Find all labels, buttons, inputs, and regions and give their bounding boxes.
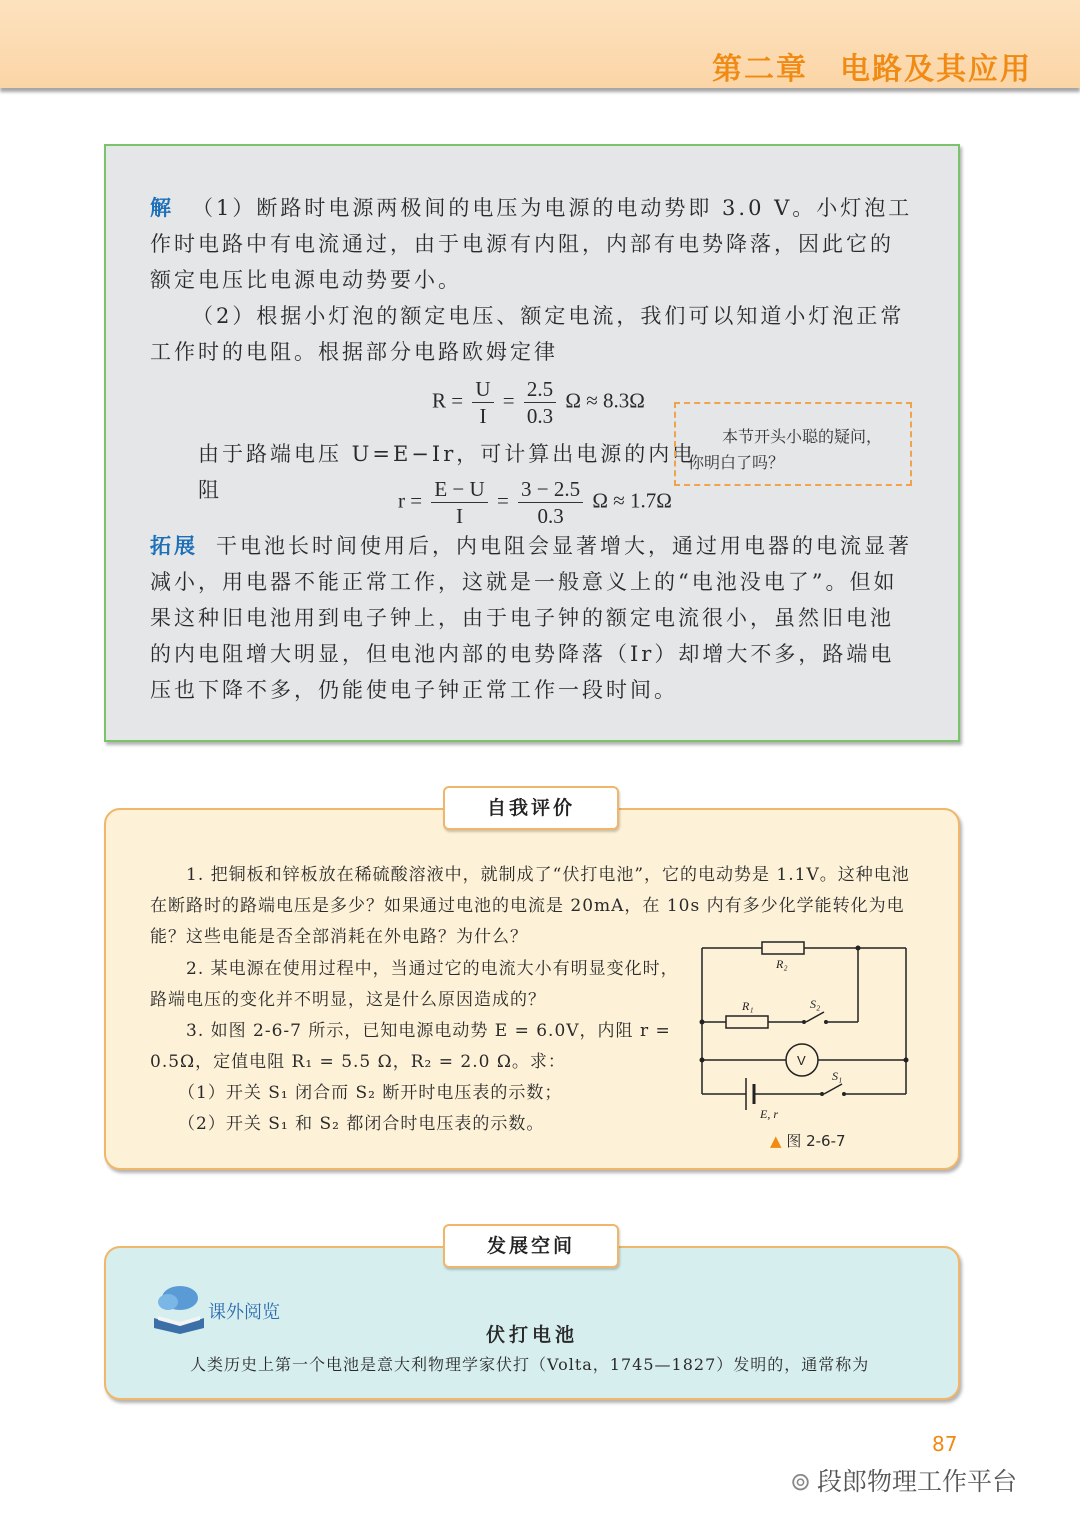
question-3b: （2）开关 S₁ 和 S₂ 都闭合时电压表的示数。 <box>178 1114 545 1134</box>
label-r1: R₁ <box>742 999 754 1013</box>
development-box <box>104 1246 960 1400</box>
switch-s1 <box>824 1084 842 1094</box>
formula-resistance: R = $\frac{U}{I}$ = $\frac{2.5}{0.3}$ Ω ≈ 8.3Ω <box>432 377 645 428</box>
question-1: 1. 把铜板和锌板放在稀硫酸溶液中，就制成了“伏打电池”，它的电动势是 1.1V。这种电池在断路时的路端电压是多少？如果通过电池的电流是 20mA，在 10s 内有多少化学能转化为电能？这些电能是否全部消耗在外电路？为什么？ <box>150 865 910 947</box>
watermark: ⊚ 段郎物理工作平台 <box>790 1467 1017 1496</box>
label-s2: S₂ <box>810 997 821 1011</box>
article-text: 人类历史上第一个电池是意大利物理学家伏打（Volta，1745—1827）发明的，通常称为 <box>190 1355 870 1374</box>
article-title: 伏打电池 <box>485 1324 578 1346</box>
page-number: 87 <box>932 1432 958 1456</box>
label-r2: R₂ <box>776 957 788 971</box>
question-3: 3. 如图 2-6-7 所示，已知电源电动势 E = 6.0V，内阻 r = 0.5Ω，定值电阻 R₁ = 5.5 Ω，R₂ = 2.0 Ω。求： <box>150 1021 671 1072</box>
wechat-icon: ⊚ <box>790 1467 811 1496</box>
chapter-title: 第二章 电路及其应用 <box>712 52 1032 87</box>
circuit-diagram <box>690 938 930 1122</box>
solution-part-2: （2）根据小灯泡的额定电压、额定电流，我们可以知道小灯泡正常工作时的电阻。根据部分电路欧姆定律 <box>150 304 905 364</box>
resistor-r2 <box>762 942 804 954</box>
extension-label: 拓展 <box>150 534 198 558</box>
formula-internal-resistance: r = $\frac{E - U}{I}$ = $\frac{3 - 2.5}{0.3}$ Ω ≈ 1.7Ω <box>398 477 672 528</box>
question-3a: （1）开关 S₁ 闭合而 S₂ 断开时电压表的示数； <box>178 1083 563 1103</box>
label-source: E, r <box>760 1107 778 1121</box>
solution-label: 解 <box>150 196 174 220</box>
solution-part-3: 由于路端电压 U=E−Ir，可计算出电源的内电阻 <box>198 442 697 502</box>
figure-caption: ▲ 图 2-6-7 <box>770 1132 846 1150</box>
extension-paragraph: 拓展 干电池长时间使用后，内电阻会显著增大，通过用电器的电流显著减小，用电器不能正常工作，这就是一般意义上的“电池没电了”。但如果这种旧电池用到电子钟上，由于电子钟的额定电流很小，虽然旧电池的内电阻增大明显，但电池内部的电势降落（Ir）却增大不多，路端电压也下降不多，仍能使电子钟正常工作一段时间。 <box>150 534 912 702</box>
development-title: 发展空间 <box>443 1224 619 1268</box>
voltmeter-label: V <box>797 1053 806 1068</box>
question-2: 2. 某电源在使用过程中，当通过它的电流大小有明显变化时，路端电压的变化并不明显，这是什么原因造成的？ <box>150 959 679 1010</box>
triangle-icon: ▲ <box>770 1132 782 1150</box>
solution-part-1: 解 （1）断路时电源两极间的电压为电源的电动势即 3.0 V。小灯泡工作时电路中有电流通过，由于电源有内阻，内部有电势降落，因此它的额定电压比电源电动势要小。 <box>150 196 913 292</box>
switch-s2 <box>806 1012 824 1022</box>
self-evaluation-box <box>104 808 960 1170</box>
resistor-r1 <box>726 1016 768 1028</box>
self-evaluation-title: 自我评价 <box>443 786 619 830</box>
label-s1: S₁ <box>832 1069 843 1083</box>
margin-note: 本节开头小聪的疑问， 你明白了吗？ <box>674 402 912 486</box>
reading-label: 课外阅览 <box>208 1302 280 1323</box>
